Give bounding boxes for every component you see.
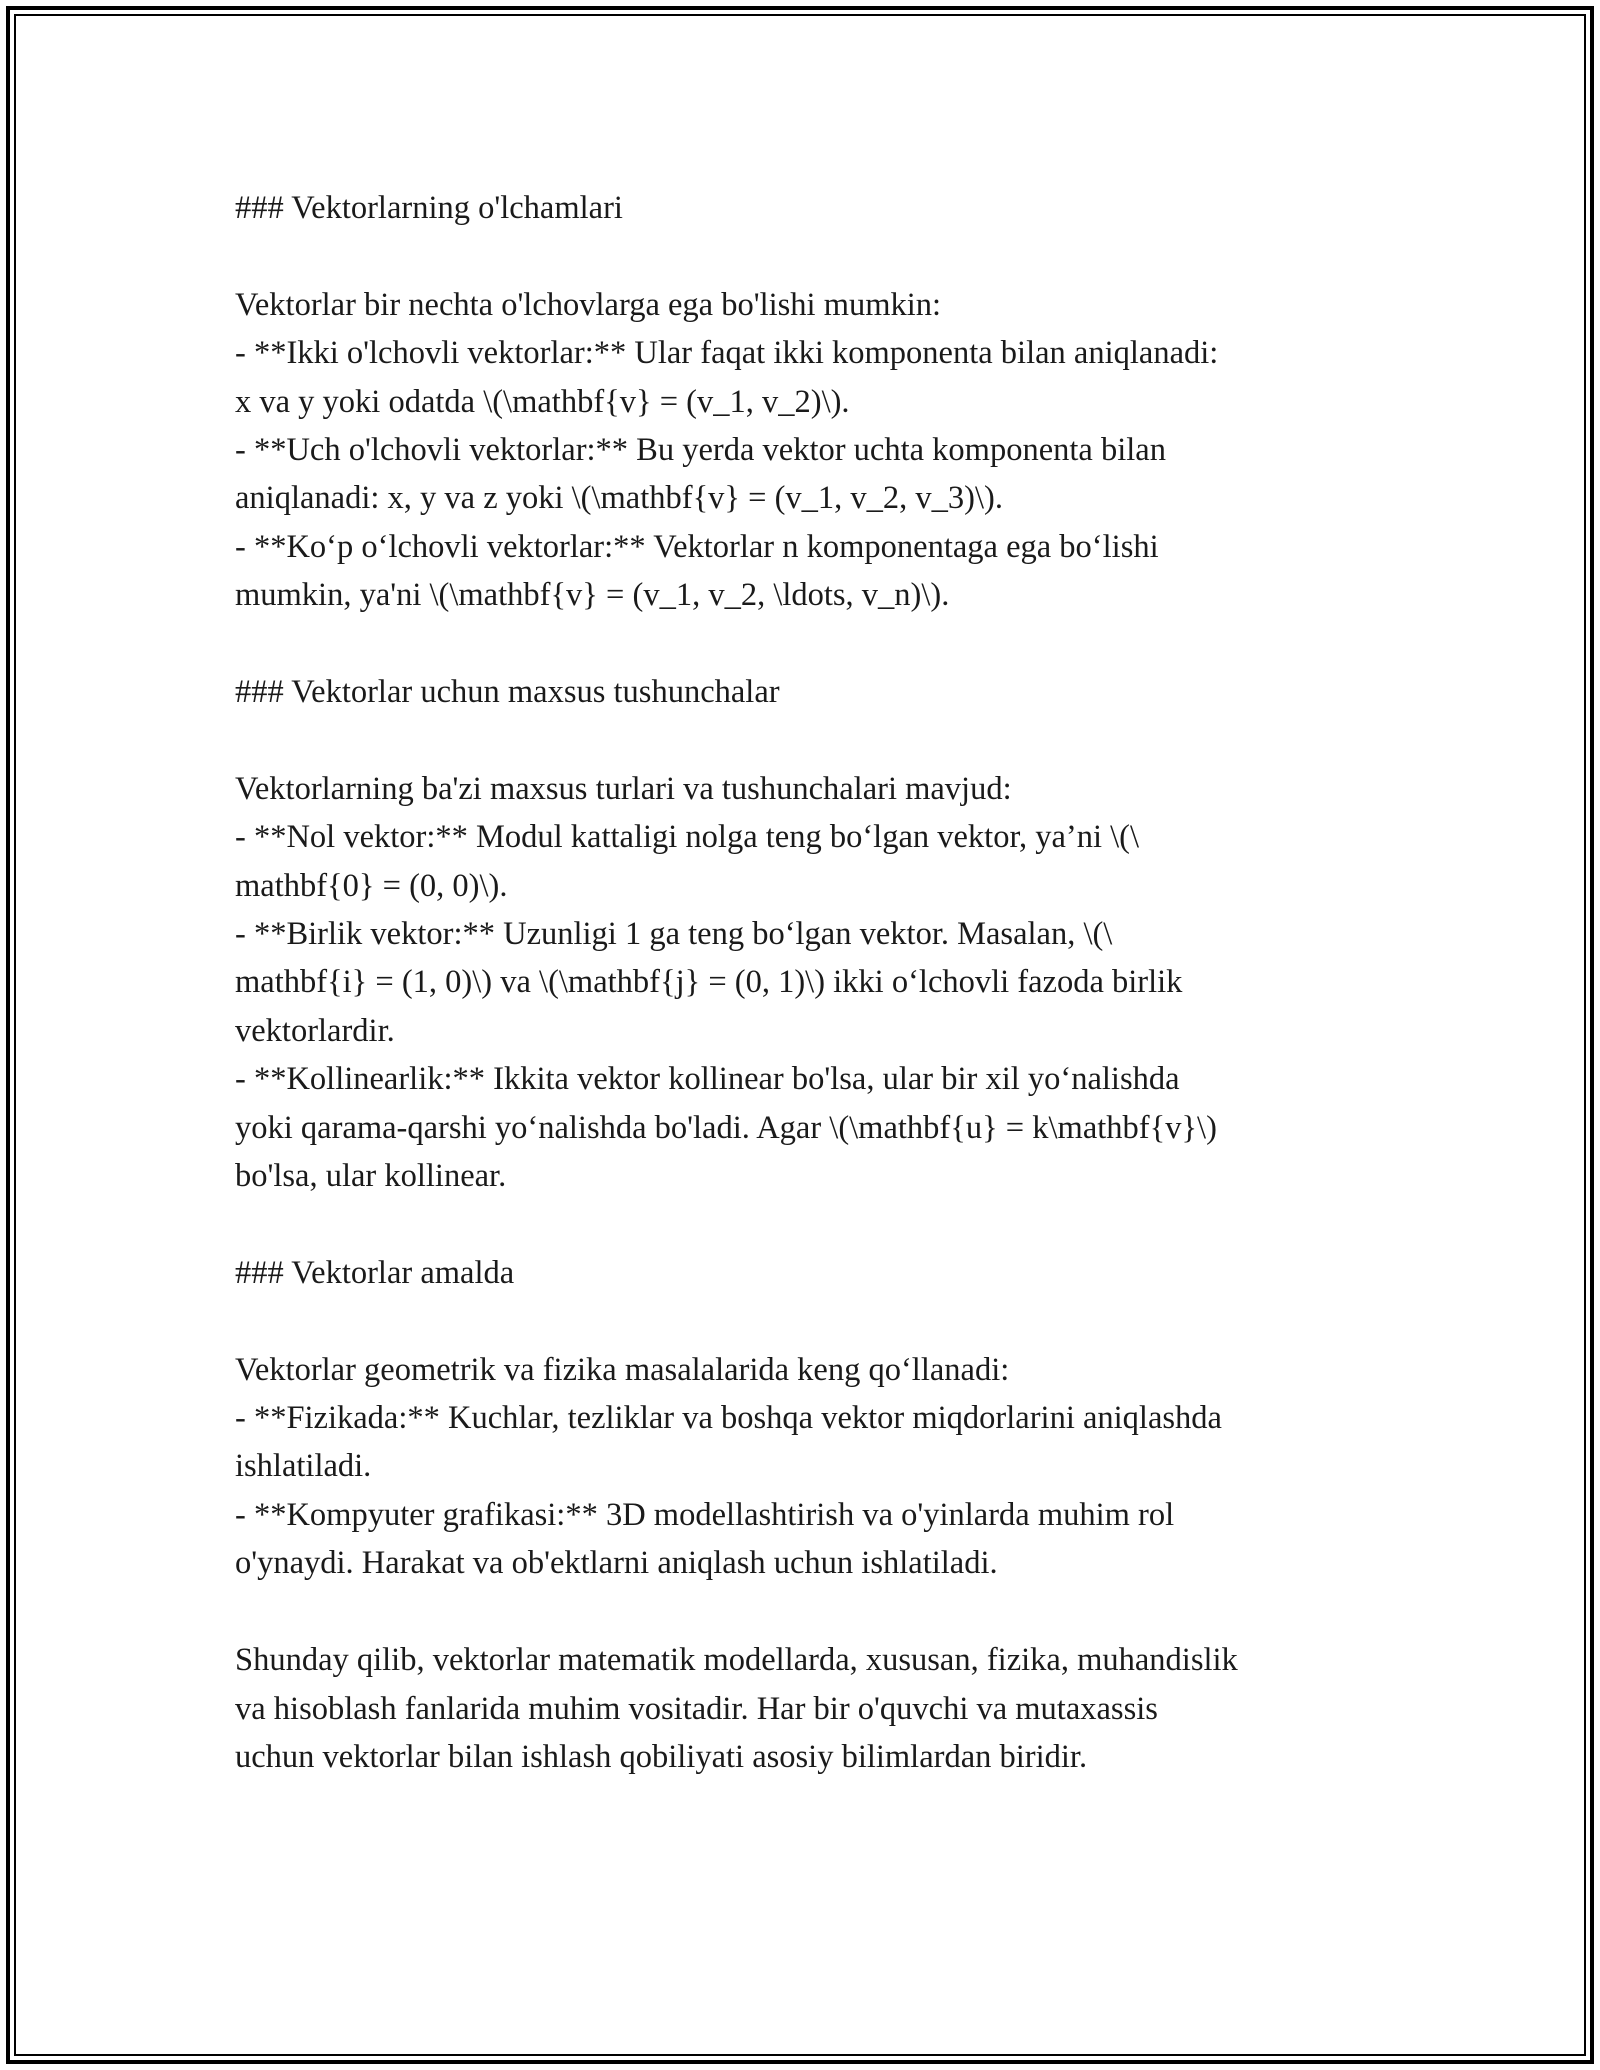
paragraph-line: - **Ko‘p o‘lchovli vektorlar:** Vektorlar n komponentaga ega bo‘lishi xyxy=(235,528,1159,565)
paragraph-line: vektorlardir. xyxy=(235,1012,395,1049)
paragraph-line: ishlatiladi. xyxy=(235,1448,372,1485)
blank-line xyxy=(235,232,1365,280)
paragraph-line: mumkin, ya'ni \(\mathbf{v} = (v_1, v_2, \ldots, v_n)\). xyxy=(235,577,950,614)
blank-line xyxy=(235,1200,1365,1248)
paragraph-line: Vektorlarning ba'zi maxsus turlari va tushunchalari mavjud: xyxy=(235,770,1012,807)
conclusion-line: uchun vektorlar bilan ishlash qobiliyati asosiy bilimlardan biridir. xyxy=(235,1738,1088,1775)
paragraph-line: yoki qarama-qarshi yo‘nalishda bo'ladi. Agar \(\mathbf{u} = k\mathbf{v}\) xyxy=(235,1109,1217,1146)
blank-line xyxy=(235,716,1365,764)
document-body xyxy=(235,184,1365,1781)
paragraph-line: mathbf{0} = (0, 0)\). xyxy=(235,867,508,904)
blank-line xyxy=(235,1588,1365,1636)
blank-line xyxy=(235,1297,1365,1345)
paragraph-line: bo'lsa, ular kollinear. xyxy=(235,1158,507,1195)
blank-line xyxy=(235,620,1365,668)
conclusion-line: va hisoblash fanlarida muhim vositadir. Har bir o'quvchi va mutaxassis xyxy=(235,1690,1158,1727)
section-heading: ### Vektorlar uchun maxsus tushunchalar xyxy=(235,674,780,711)
paragraph-line: Vektorlar bir nechta o'lchovlarga ega bo'lishi mumkin: xyxy=(235,286,942,323)
paragraph-line: aniqlanadi: x, y va z yoki \(\mathbf{v} = (v_1, v_2, v_3)\). xyxy=(235,480,1003,517)
paragraph-line: - **Nol vektor:** Modul kattaligi nolga teng bo‘lgan vektor, ya’ni \(\ xyxy=(235,819,1140,856)
section-heading: ### Vektorlar amalda xyxy=(235,1254,515,1291)
paragraph-line: - **Uch o'lchovli vektorlar:** Bu yerda vektor uchta komponenta bilan xyxy=(235,432,1166,469)
section-heading: ### Vektorlarning o'lchamlari xyxy=(235,190,623,226)
paragraph-line: - **Ikki o'lchovli vektorlar:** Ular faqat ikki komponenta bilan aniqlanadi: xyxy=(235,335,1219,372)
paragraph-line: x va y yoki odatda \(\mathbf{v} = (v_1, v_2)\). xyxy=(235,383,850,420)
paragraph-line: - **Kompyuter grafikasi:** 3D modellashtirish va o'yinlarda muhim rol xyxy=(235,1496,1175,1533)
paragraph-line: mathbf{i} = (1, 0)\) va \(\mathbf{j} = (0, 1)\) ikki o‘lchovli fazoda birlik xyxy=(235,964,1183,1001)
paragraph-line: - **Birlik vektor:** Uzunligi 1 ga teng bo‘lgan vektor. Masalan, \(\ xyxy=(235,916,1113,953)
paragraph-line: Vektorlar geometrik va fizika masalalarida keng qo‘llanadi: xyxy=(235,1351,1010,1388)
paragraph-line: o'ynaydi. Harakat va ob'ektlarni aniqlash uchun ishlatiladi. xyxy=(235,1545,998,1582)
paragraph-line: - **Fizikada:** Kuchlar, tezliklar va boshqa vektor miqdorlarini aniqlashda xyxy=(235,1400,1222,1437)
conclusion-line: Shunday qilib, vektorlar matematik modellarda, xususan, fizika, muhandislik xyxy=(235,1642,1238,1679)
paragraph-line: - **Kollinearlik:** Ikkita vektor kollinear bo'lsa, ular bir xil yo‘nalishda xyxy=(235,1061,1180,1098)
